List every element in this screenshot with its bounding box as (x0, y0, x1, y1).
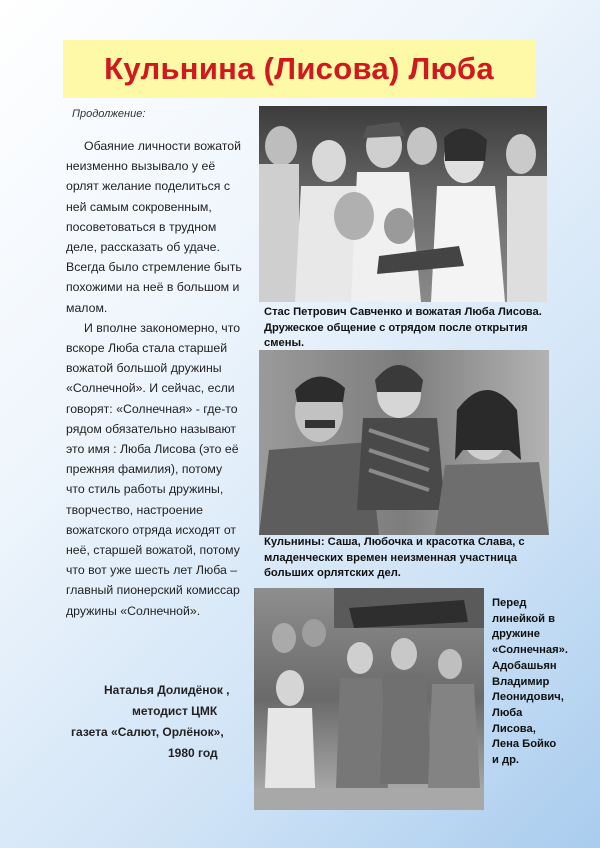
page-title: Кульнина (Лисова) Люба (104, 51, 494, 86)
article-text (66, 136, 242, 621)
photo-pioneer-group (259, 106, 547, 302)
signature-year: 1980 год (168, 746, 218, 760)
article-paragraph: И вполне закономерно, что вскоре Люба стала старшей вожатой большой дружины «Солнечной». И сейчас, если говорят: «Солнечная» - где-то рядом обязательно называют это имя : Люба Лисова (это её прежняя фамилия), потому что стиль работы дружины, творчество, настроение вожатского отряда исходят от неё, старшей вожатой, потому что вот уже шесть лет Люба – главный пионерский комиссар дружины «Солнечной». (66, 320, 241, 618)
continued-label: Продолжение: (72, 108, 146, 120)
photo-caption-2: Кульнины: Саша, Любочка и красотка Слава, с младенческих времен неизменная участница больших орлятских дел. (264, 536, 525, 579)
photo-kulnin-family (259, 350, 549, 535)
title-banner (63, 40, 535, 98)
article-paragraph: Обаяние личности вожатой неизменно вызывало у её орлят желание поделиться с ней самым сокровенным, посоветоваться в трудном деле, рассказать об удаче. Всегда было стремление быть похожими на неё в большом и малом. (66, 139, 242, 315)
photo-caption-3: Перед линейкой в дружине «Солнечная». Адобашьян Владимир Леонидович, Люба Лисова, Лена Бойко и др. (492, 597, 568, 767)
photo-caption-1: Стас Петрович Савченко и вожатая Люба Лисова. Дружеское общение с отрядом после открытия смены. (264, 306, 542, 349)
signature-newspaper: газета «Салют, Орлёнок», (71, 725, 224, 739)
photo-ceremony-line (254, 588, 484, 810)
signature-position: методист ЦМК (132, 704, 218, 718)
signature-author: Наталья Долидёнок , (104, 683, 230, 697)
